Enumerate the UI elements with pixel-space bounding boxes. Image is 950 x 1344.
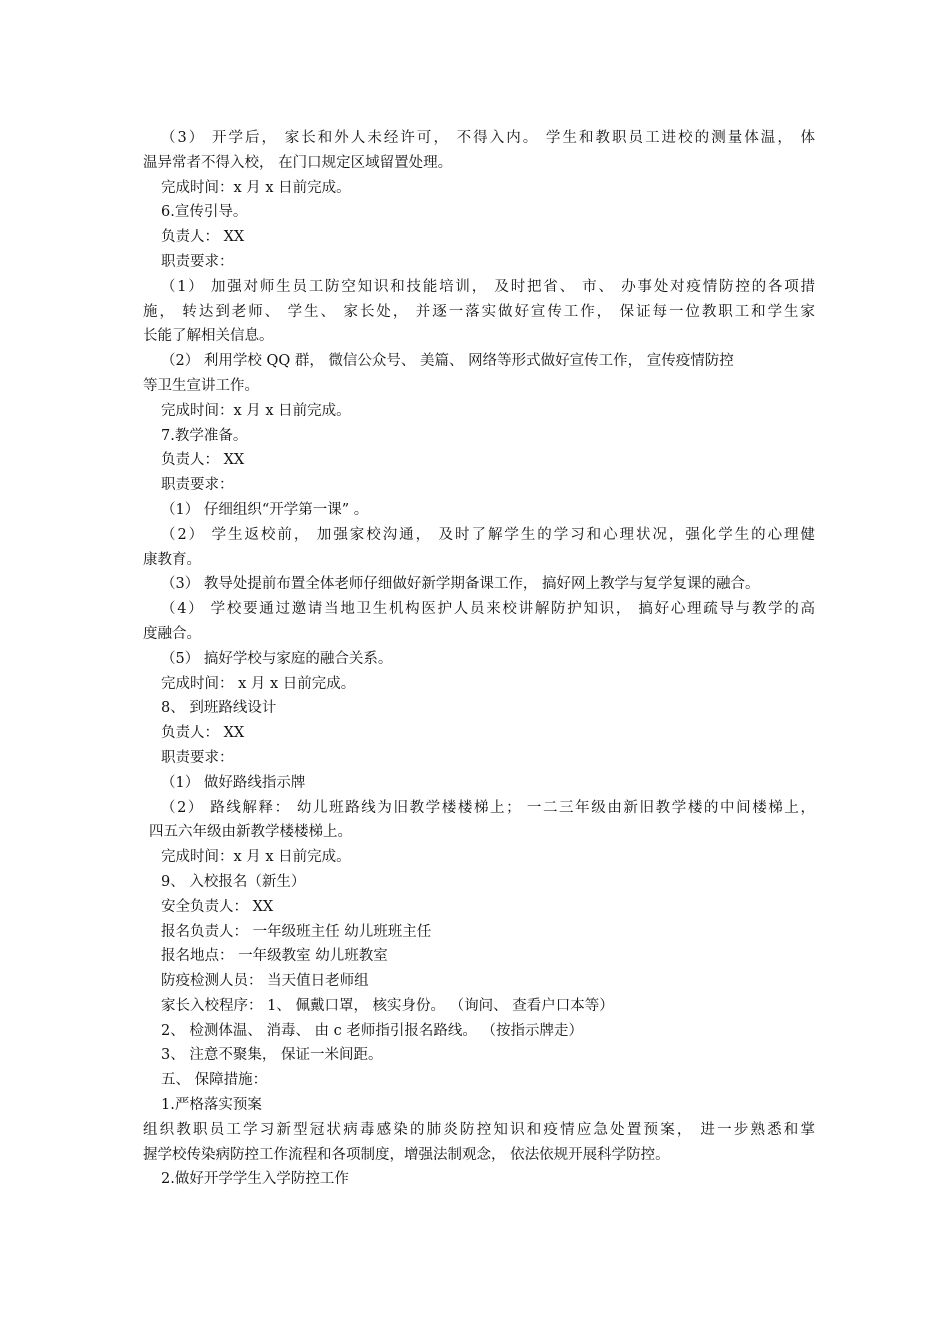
info-line: 2、 检测体温、 消毒、 由 c 老师指引报名路线。 （按指示牌走） [161, 1022, 583, 1039]
info-line: 家长入校程序： 1、 佩戴口罩， 核实身份。 （询问、 查看户口本等） [161, 997, 614, 1014]
section-heading: 五、 保障措施： [161, 1072, 268, 1089]
info-line: 安全负责人： XX [161, 898, 274, 915]
paragraph-line: 度融合。 [143, 625, 201, 642]
section-heading: 6.宣传引导。 [161, 204, 248, 221]
paragraph-line: （2） 学生返校前， 加强家校沟通， 及时了解学生的学习和心理状况，强化学生的心理健 [161, 526, 815, 543]
paragraph-line: （1） 做好路线指示牌 [161, 774, 306, 791]
paragraph-line: （3） 教导处提前布置全体老师仔细做好新学期备课工作， 搞好网上教学与复学复课的融合。 [161, 576, 760, 593]
section-heading: 8、 到班路线设计 [161, 700, 277, 717]
duty-label: 职责要求： [161, 253, 234, 270]
info-line: 防疫检测人员： 当天值日老师组 [161, 973, 369, 990]
paragraph-line: 握学校传染病防控工作流程和各项制度，增强法制观念， 依法依规开展科学防控。 [143, 1146, 670, 1163]
document-page [143, 126, 815, 1192]
completion-time: 完成时间： x 月 x 日前完成。 [161, 675, 356, 692]
paragraph-line: （3） 开学后， 家长和外人未经许可， 不得入内。 学生和教职员工进校的测量体温， 体 [161, 130, 815, 146]
responsible-person: 负责人： XX [161, 452, 245, 469]
paragraph-line: 等卫生宣讲工作。 [143, 377, 259, 394]
paragraph-line: 施， 转达到老师、 学生、 家长处， 并逐一落实做好宣传工作， 保证每一位教职工和学生家 [143, 303, 815, 320]
subsection-heading: 2.做好开学学生入学防控工作 [161, 1171, 349, 1188]
paragraph-line: 温异常者不得入校， 在门口规定区域留置处理。 [143, 154, 453, 171]
completion-time: 完成时间：x 月 x 日前完成。 [161, 179, 351, 196]
section-heading: 9、 入校报名（新生） [161, 873, 306, 890]
info-line: 3、 注意不聚集， 保证一米间距。 [161, 1047, 383, 1064]
paragraph-line: （4） 学校要通过邀请当地卫生机构医护人员来校讲解防护知识， 搞好心理疏导与教学的高 [161, 601, 815, 618]
paragraph-line: （5） 搞好学校与家庭的融合关系。 [161, 650, 393, 667]
paragraph-line: 长能了解相关信息。 [143, 328, 274, 345]
completion-time: 完成时间：x 月 x 日前完成。 [161, 402, 351, 419]
paragraph-line: （1） 仔细组织“开学第一课” 。 [161, 501, 369, 518]
duty-label: 职责要求： [161, 477, 234, 494]
responsible-person: 负责人： XX [161, 229, 245, 246]
responsible-person: 负责人： XX [161, 725, 245, 742]
paragraph-line: （2） 路线解释： 幼儿班路线为旧教学楼楼梯上； 一二三年级由新旧教学楼的中间楼梯上， [161, 799, 815, 816]
info-line: 报名地点： 一年级教室 幼儿班教室 [161, 948, 388, 965]
duty-label: 职责要求： [161, 749, 234, 766]
paragraph-line: （2） 利用学校 QQ 群， 微信公众号、 美篇、 网络等形式做好宣传工作， 宣传疫情防控 [161, 353, 734, 370]
subsection-heading: 1.严格落实预案 [161, 1097, 262, 1114]
paragraph-line: （1） 加强对师生员工防空知识和技能培训， 及时把省、 市、 办事处对疫情防控的各项措 [161, 278, 815, 295]
completion-time: 完成时间：x 月 x 日前完成。 [161, 849, 351, 866]
paragraph-line: 组织教职员工学习新型冠状病毒感染的肺炎防控知识和疫情应急处置预案， 进一步熟悉和掌 [143, 1121, 815, 1138]
section-heading: 7.教学准备。 [161, 427, 248, 444]
info-line: 报名负责人： 一年级班主任 幼儿班班主任 [161, 923, 432, 940]
paragraph-line: 四五六年级由新教学楼楼梯上。 [149, 824, 352, 841]
paragraph-line: 康教育。 [143, 551, 201, 568]
